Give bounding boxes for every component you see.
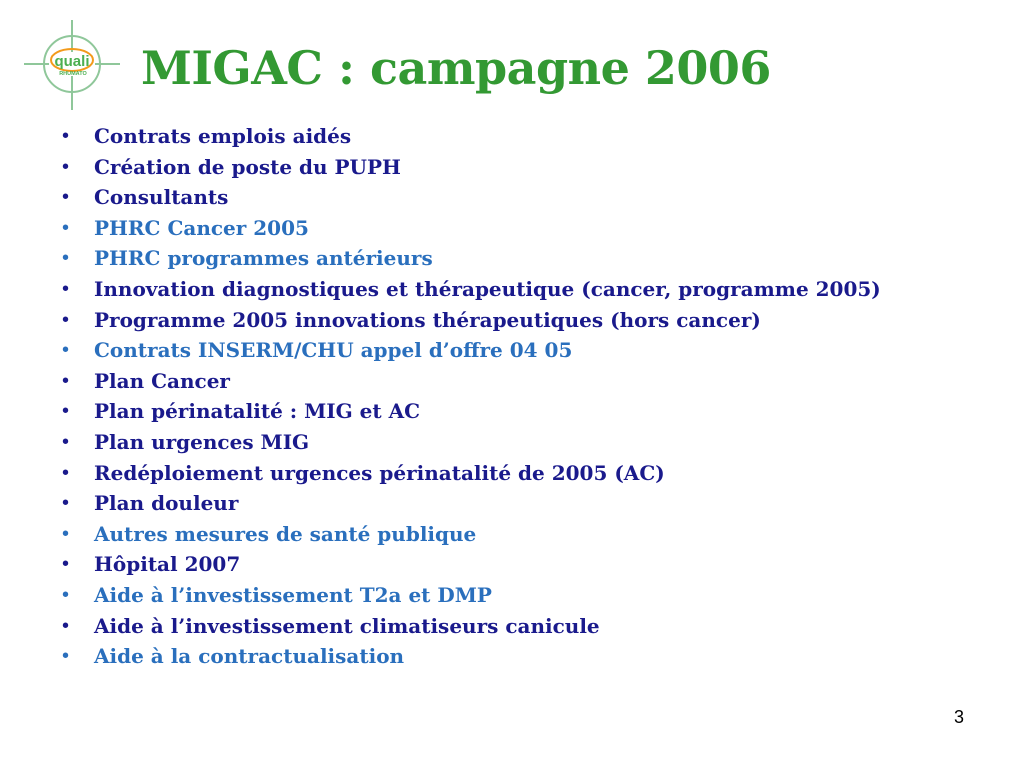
bullet-item xyxy=(62,522,962,546)
bullet-text: Plan douleur xyxy=(94,491,239,516)
bullet-glyph: • xyxy=(62,522,70,545)
bullet-text: PHRC programmes antérieurs xyxy=(94,246,433,271)
bullet-text: Contrats INSERM/CHU appel d’offre 04 05 xyxy=(94,338,573,363)
bullet-glyph: • xyxy=(62,430,70,453)
bullet-item xyxy=(62,308,962,332)
bullet-glyph: • xyxy=(62,186,70,209)
bullet-glyph: • xyxy=(62,583,70,606)
bullet-text: Aide à l’investissement T2a et DMP xyxy=(94,582,492,607)
bullet-text: Hôpital 2007 xyxy=(94,552,241,577)
bullet-text: Consultants xyxy=(94,185,229,210)
bullet-text: Plan urgences MIG xyxy=(94,429,310,454)
bullet-text: Plan périnatalité : MIG et AC xyxy=(94,399,421,424)
bullet-item xyxy=(62,614,962,638)
bullet-glyph: • xyxy=(62,645,70,668)
logo-graphic xyxy=(22,20,122,110)
bullet-text: Contrats emplois aidés xyxy=(94,124,352,148)
bullet-glyph: • xyxy=(62,400,70,423)
bullet-text: Aide à l’investissement climatiseurs canicule xyxy=(94,613,600,638)
bullet-text: Plan Cancer xyxy=(94,368,230,393)
bullet-item xyxy=(62,155,962,179)
bullet-text: Redéploiement urgences périnatalité de 2005 (AC) xyxy=(94,460,665,485)
bullet-text: Création de poste du PUPH xyxy=(94,154,401,179)
bullet-item xyxy=(62,430,962,454)
bullet-glyph: • xyxy=(62,553,70,576)
bullet-item xyxy=(62,583,962,607)
bullet-glyph: • xyxy=(62,461,70,484)
bullet-glyph: • xyxy=(62,155,70,178)
bullet-item xyxy=(62,399,962,423)
bullet-item xyxy=(62,185,962,209)
bullet-glyph: • xyxy=(62,216,70,239)
bullet-item xyxy=(62,277,962,301)
bullet-text: Aide à la contractualisation xyxy=(94,644,405,669)
bullet-text: PHRC Cancer 2005 xyxy=(94,215,309,240)
bullet-item xyxy=(62,644,962,668)
logo-subword: RHUMATO xyxy=(59,71,87,77)
bullet-item xyxy=(62,338,962,362)
bullet-text: Autres mesures de santé publique xyxy=(94,521,477,546)
bullet-text: Innovation diagnostiques et thérapeutique (cancer, programme 2005) xyxy=(94,276,881,301)
bullet-item xyxy=(62,461,962,485)
bullet-glyph: • xyxy=(62,492,70,515)
bullet-text: Programme 2005 innovations thérapeutiques (hors cancer) xyxy=(94,307,761,332)
bullet-item xyxy=(62,369,962,393)
page-number: 3 xyxy=(953,707,964,727)
bullet-list xyxy=(62,124,962,675)
bullet-glyph: • xyxy=(62,277,70,300)
bullet-item xyxy=(62,491,962,515)
bullet-glyph: • xyxy=(62,308,70,331)
bullet-glyph: • xyxy=(62,339,70,362)
logo-word: quali xyxy=(54,53,90,70)
slide-title: MIGAC : campagne 2006 xyxy=(141,41,771,95)
bullet-glyph: • xyxy=(62,614,70,637)
bullet-item xyxy=(62,124,962,148)
bullet-item xyxy=(62,552,962,576)
bullet-item xyxy=(62,246,962,270)
bullet-glyph: • xyxy=(62,125,70,147)
quali-rhumato-logo xyxy=(22,20,122,110)
bullet-glyph: • xyxy=(62,247,70,270)
bullet-glyph: • xyxy=(62,369,70,392)
bullet-item xyxy=(62,216,962,240)
